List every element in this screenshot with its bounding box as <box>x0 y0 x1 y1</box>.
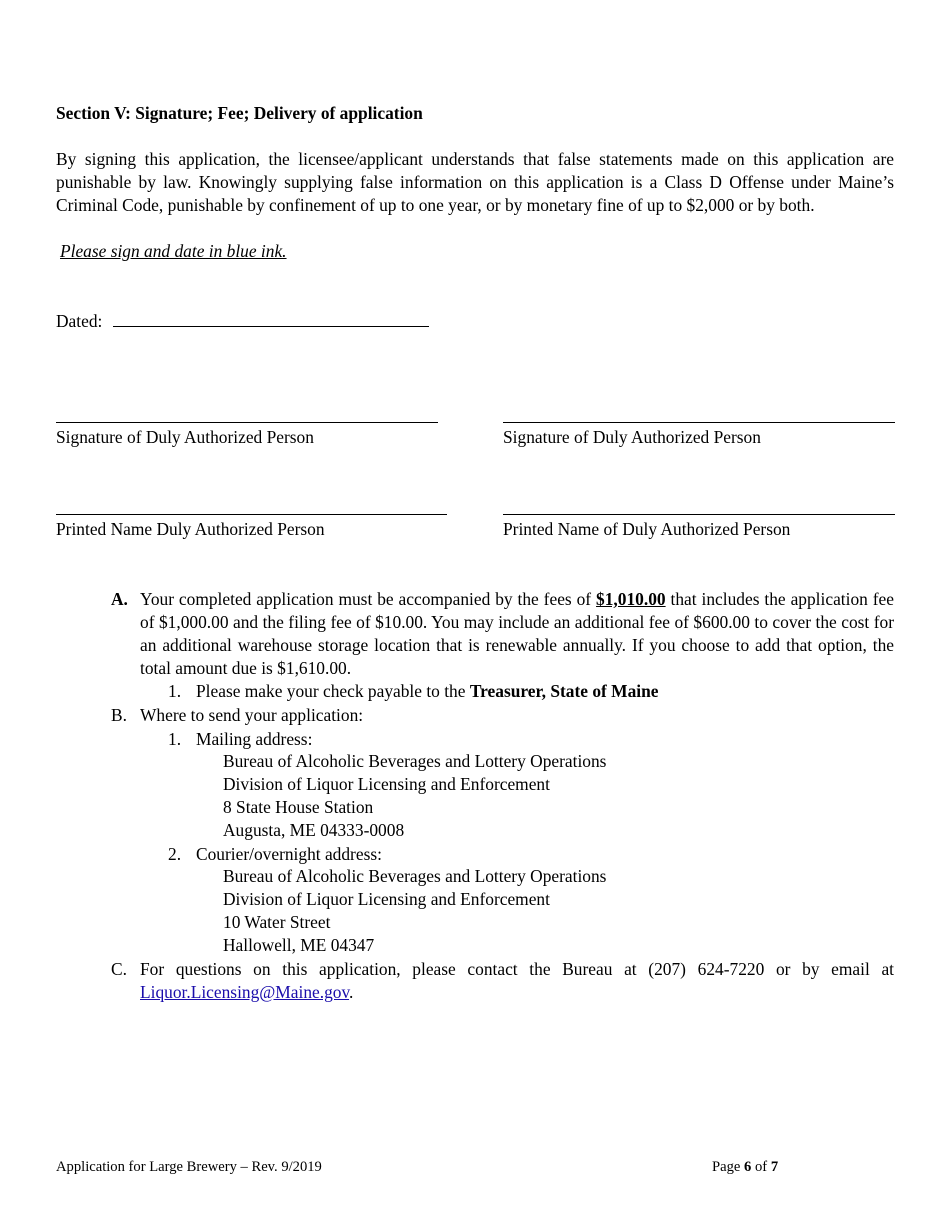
right-printed-name-line <box>503 514 895 515</box>
left-signature-label: Signature of Duly Authorized Person <box>56 427 314 447</box>
fees-text-after: that includes the application fee of $1,000.00 and the filing fee of $10.00. You may include an additional fee of $600.00 to cover the cost for an additional warehouse storage location that is renewable annually. If you choose to add that option, the total amount due is $1,610.00. <box>140 589 894 678</box>
fees-text-before: Your completed application must be accompanied by the fees of <box>140 589 592 609</box>
mailing-address-line: Bureau of Alcoholic Beverages and Lottery Operations <box>223 751 607 771</box>
check-marker: 1. <box>168 681 182 701</box>
right-signature-line <box>503 422 895 423</box>
contact-trailing: . <box>349 982 354 1002</box>
sign-instruction: Please sign and date in blue ink. <box>60 241 287 261</box>
dated-blank-line <box>113 312 429 327</box>
page-of: of <box>754 1159 768 1175</box>
fees-paragraph <box>140 588 894 680</box>
right-printed-name-label: Printed Name of Duly Authorized Person <box>503 519 791 539</box>
footer-page-number <box>712 1156 778 1179</box>
fees-amount: $1,010.00 <box>596 589 666 609</box>
payee-name: Treasurer, State of Maine <box>469 681 659 701</box>
contact-text: For questions on this application, please contact the Bureau at (207) 624-7220 or by email at <box>140 959 894 979</box>
check-payable-text: Please make your check payable to the <box>196 681 466 701</box>
right-signature-label: Signature of Duly Authorized Person <box>503 427 761 447</box>
send-label: Where to send your application: <box>140 705 364 725</box>
mailing-address <box>223 750 606 842</box>
left-signature-line <box>56 422 438 423</box>
penalty-paragraph: By signing this application, the licensee/applicant understands that false statements made on this application are punishable by law. Knowingly supplying false information on this application is a Class D Offense under Maine’s Criminal Code, punishable by confinement of up to one year, or by monetary fine of up to $2,000 or by both. <box>56 149 894 215</box>
page-prefix: Page <box>712 1159 741 1175</box>
page-current: 6 <box>744 1159 752 1175</box>
mailing-address-line: Division of Liquor Licensing and Enforcement <box>223 774 550 794</box>
fees-marker: A. <box>111 589 128 609</box>
check-payable-line <box>196 680 659 703</box>
page-total: 7 <box>770 1159 779 1175</box>
dated-label: Dated: <box>56 311 103 331</box>
courier-address <box>223 865 606 957</box>
left-printed-name-line <box>56 514 447 515</box>
mailing-address-line: 8 State House Station <box>223 797 374 817</box>
contact-paragraph <box>140 958 894 1004</box>
footer-form-name: Application for Large Brewery – Rev. 9/2019 <box>56 1159 322 1175</box>
courier-address-line: Bureau of Alcoholic Beverages and Lottery Operations <box>223 866 607 886</box>
mailing-marker: 1. <box>168 729 182 749</box>
courier-address-line: 10 Water Street <box>223 912 331 932</box>
mailing-label: Mailing address: <box>196 729 313 749</box>
mailing-address-line: Augusta, ME 04333-0008 <box>223 820 405 840</box>
courier-label: Courier/overnight address: <box>196 844 382 864</box>
section-heading: Section V: Signature; Fee; Delivery of application <box>56 103 423 123</box>
dated-field <box>56 310 429 333</box>
courier-marker: 2. <box>168 844 182 864</box>
left-printed-name-label: Printed Name Duly Authorized Person <box>56 519 325 539</box>
send-marker: B. <box>111 705 127 725</box>
courier-address-line: Hallowell, ME 04347 <box>223 935 375 955</box>
contact-email-link[interactable]: Liquor.Licensing@Maine.gov <box>140 982 350 1002</box>
contact-marker: C. <box>111 959 127 979</box>
courier-address-line: Division of Liquor Licensing and Enforcement <box>223 889 550 909</box>
